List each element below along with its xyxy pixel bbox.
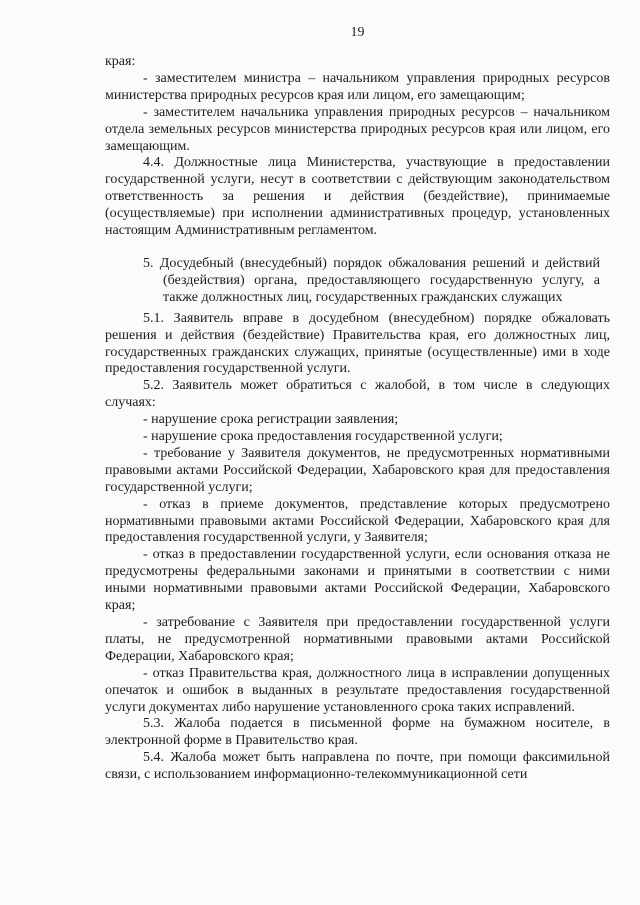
section-heading: 5. Досудебный (внесудебный) порядок обжалования решений и действий (бездействия) органа, предоставляющего государственную услугу, а также должностных лиц, государственных гражданских служащих — [143, 255, 600, 305]
paragraph: 4.4. Должностные лица Министерства, участвующие в предоставлении государственной услуги, несут в соответствии с действующим законодательством ответственность за решения и действия (бездействие), принимаемые (осуществляемые) при исполнении административных процедур, установленных настоящим Административным регламентом. — [105, 155, 610, 239]
paragraph: 5.4. Жалоба может быть направлена по почте, при помощи факсимильной связи, с использованием информационно-телекоммуникационной сети — [105, 750, 610, 783]
paragraph: - нарушение срока предоставления государственной услуги; — [143, 429, 503, 445]
paragraph: - затребование с Заявителя при предоставлении государственной услуги платы, не предусмотренной нормативными правовыми актами Российской Федерации, Хабаровского края; — [105, 615, 610, 664]
paragraph: - отказ в предоставлении государственной услуги, если основания отказа не предусмотрены федеральными законами и принятыми в соответствии с ними иными нормативными правовыми актами Российской Федерации, Хабаровского края; — [105, 547, 610, 614]
paragraph: края: — [105, 54, 136, 69]
paragraph: - заместителем начальника управления природных ресурсов – начальником отдела земельных ресурсов министерства природных ресурсов края или лицом, его замещающим. — [105, 104, 610, 154]
paragraph: 5.1. Заявитель вправе в досудебном (внесудебном) порядке обжаловать решения и действия (бездействие) Правительства края, его должностных лиц, государственных гражданских служащих, принятые (осуществленные) ими в ходе предоставления государственной услуги. — [105, 310, 610, 377]
document-body — [105, 54, 610, 784]
paragraph: - заместителем министра – начальником управления природных ресурсов министерства природных ресурсов края или лицом, его замещающим; — [105, 70, 610, 103]
page-number: 19 — [350, 25, 365, 40]
paragraph: 5.3. Жалоба подается в письменной форме на бумажном носителе, в электронной форме в Правительство края. — [105, 716, 610, 749]
paragraph: 5.2. Заявитель может обратиться с жалобой, в том числе в следующих случаях: — [105, 378, 610, 411]
paragraph: - отказ Правительства края, должностного лица в исправлении допущенных опечаток и ошибок в выданных в результате предоставления государственной услуги документах либо нарушение установленного срока таких исправлений. — [105, 665, 610, 715]
paragraph: - нарушение срока регистрации заявления; — [143, 412, 399, 428]
paragraph: - требование у Заявителя документов, не предусмотренных нормативными правовыми актами Российской Федерации, Хабаровского края для предоставления государственной услуги; — [105, 445, 610, 495]
paragraph: - отказ в приеме документов, представление которых предусмотрено нормативными правовыми актами Российской Федерации, Хабаровского края для предоставления государственной услуги, у Заявителя; — [105, 496, 610, 546]
